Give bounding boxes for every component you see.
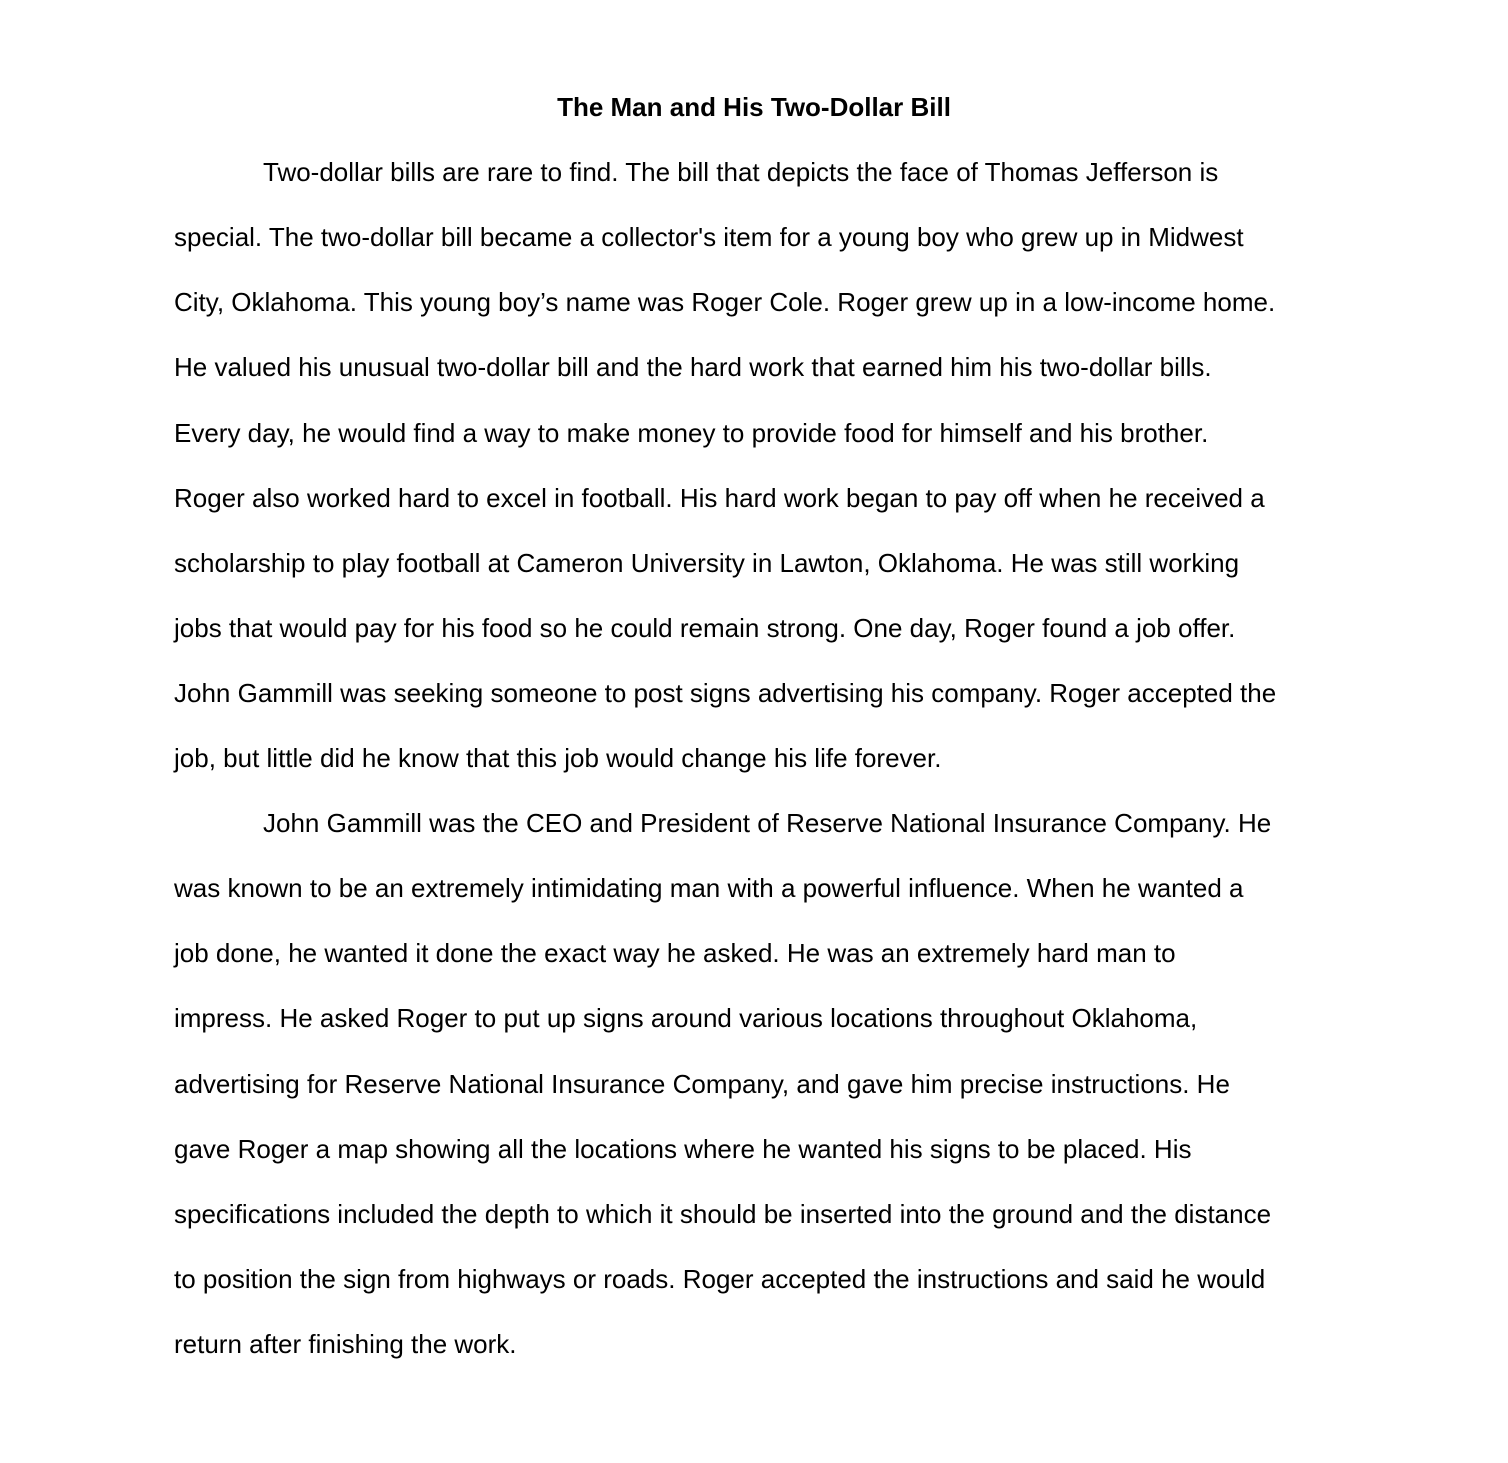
paragraph-line: Two-dollar bills are rare to find. The bill that depicts the face of Thomas Jefferson is (263, 157, 1219, 187)
paragraph-line: jobs that would pay for his food so he could remain strong. One day, Roger found a job offer. (174, 613, 1236, 643)
paragraph-line: return after finishing the work. (174, 1329, 517, 1359)
paragraph-line: job, but little did he know that this job would change his life forever. (174, 743, 942, 773)
paragraph-line: Roger also worked hard to excel in football. His hard work began to pay off when he received a (174, 483, 1265, 513)
paragraph-line: City, Oklahoma. This young boy’s name was Roger Cole. Roger grew up in a low-income home. (174, 287, 1276, 317)
paragraph-line: John Gammill was seeking someone to post signs advertising his company. Roger accepted the (174, 678, 1277, 708)
paragraph-line: was known to be an extremely intimidating man with a powerful influence. When he wanted a (174, 873, 1244, 903)
paragraph-line: special. The two-dollar bill became a collector's item for a young boy who grew up in Midwest (174, 222, 1244, 252)
paragraph-line: to position the sign from highways or roads. Roger accepted the instructions and said he would (174, 1264, 1266, 1294)
paragraph-line: gave Roger a map showing all the locations where he wanted his signs to be placed. His (174, 1134, 1192, 1164)
paragraph-line: advertising for Reserve National Insurance Company, and gave him precise instructions. He (174, 1069, 1230, 1099)
paragraph-line: He valued his unusual two-dollar bill and the hard work that earned him his two-dollar bills. (174, 352, 1212, 382)
paragraph-line: specifications included the depth to which it should be inserted into the ground and the distance (174, 1199, 1272, 1229)
paragraph-line: Every day, he would find a way to make money to provide food for himself and his brother. (174, 418, 1209, 448)
paragraph-line: job done, he wanted it done the exact way he asked. He was an extremely hard man to (174, 938, 1176, 968)
paragraph-line: impress. He asked Roger to put up signs around various locations throughout Oklahoma, (174, 1003, 1198, 1033)
paragraph-line: scholarship to play football at Cameron University in Lawton, Oklahoma. He was still working (174, 548, 1240, 578)
document-title: The Man and His Two-Dollar Bill (557, 92, 951, 122)
paragraph-line: John Gammill was the CEO and President of Reserve National Insurance Company. He (263, 808, 1272, 838)
